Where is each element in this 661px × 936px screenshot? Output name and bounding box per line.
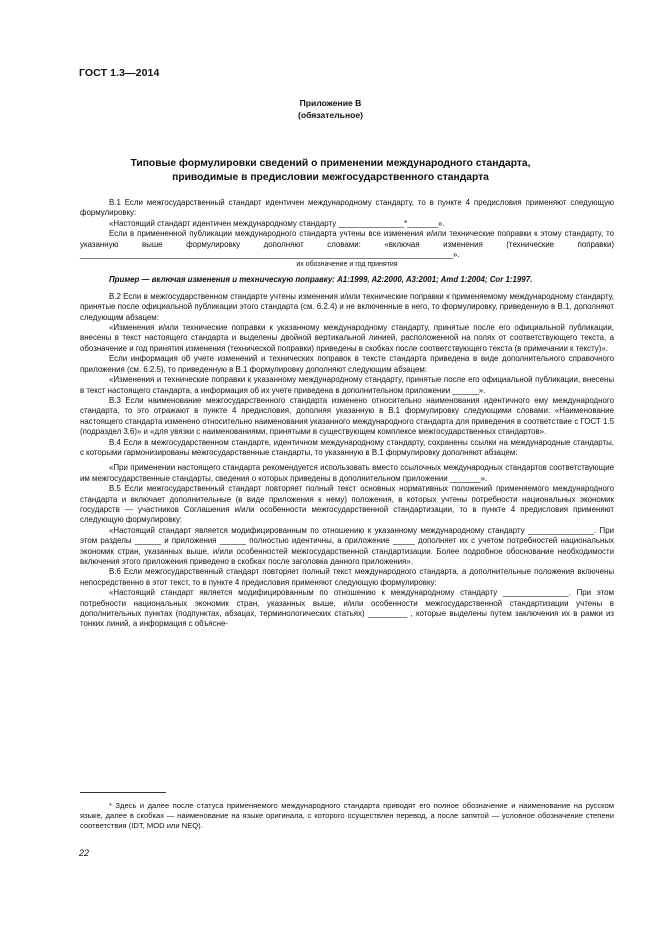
section-title-line1: Типовые формулировки сведений о применении международного стандарта,	[130, 158, 531, 169]
paragraph-b4: В.4 Если в межгосударственном стандарте, идентичном международному стандарту, сохранены ссылки на международные стандарты, с которыми гармонизированы межгосударственные стандарты, то указанную в В.1 формулировку дополняют абзацем:	[80, 437, 614, 457]
paragraph-b1-formula: «Настоящий стандарт идентичен международному стандарту _______________*_______».	[109, 218, 445, 228]
paragraph-b6-quote: «Настоящий стандарт является модифицированным по отношению к международному стандарту _______________. При этом потребности национальных экономик стран, указанных выше, и/или особенности межгосударственной стандартизации учтены в дополнительных пунктах (подпунктах, абзацах, терминологических статьях) _________ , которые выделены путем заключения их в рамки из тонких линий, а информация с объясне-	[80, 588, 614, 629]
paragraph-b5-quote: «Настоящий стандарт является модифицированным по отношению к указанному международному стандарту _______________. При этом разделы ______ и приложения ______ полностью идентичны, а приложение _____ дополняет их с учетом потребностей национальных экономик стран, указанных выше, и/или особенностей межгосударственной стандартизации. Более подробное обоснование необходимости включения этого приложения приведено в скобках после заголовка данного приложения».	[80, 525, 614, 566]
blank-caption: их обозначение и год принятия	[296, 261, 398, 269]
paragraph-b3: В.3 Если наименование межгосударственного стандарта изменено относительно наименования идентичного ему международного стандарта, то это отражают в пункте 4 предисловия, дополняя указанную в В.1 формулировку следующими словами: «Наименование настоящего стандарта изменено относительно наименования указанного международного стандарта для приведения в соответствие с ГОСТ 1.5 (подраздел 3.6)» и «для увязки с наименованиями, принятыми в существующем комплексе межгосударственных стандартов».	[80, 395, 614, 437]
footnote	[80, 801, 614, 832]
section-title-line2: приводимые в предисловии межгосударственного стандарта	[172, 172, 489, 183]
paragraph-b4-quote: «При применении настоящего стандарта рекомендуется использовать вместо ссылочных международных стандартов соответствующие им межгосударственные стандарты, сведения о которых приведены в дополнительном приложении _______».	[80, 463, 614, 483]
page-number: 22	[79, 848, 90, 858]
paragraph-b5: В.5 Если межгосударственный стандарт повторяет полный текст основных нормативных положений применяемого международного стандарта и включает дополнительные (в виде приложения к нему) положения, в которых учтены потребности национальных экономик государств — участников Соглашения и/или особенности межгосударственной стандартизации, то в пункте 4 предисловия применяют следующую формулировку:	[80, 484, 614, 525]
paragraph-b1: В.1 Если межгосударственный стандарт идентичен международному стандарту, то в пункте 4 предисловия применяют следующую формулировку:	[80, 198, 614, 218]
paragraph-b2-quote: «Изменения и/или технические поправки к указанному международному стандарту, принятые после его официальной публикации, внесены в текст настоящего стандарта и выделены двойной вертикальной линией, расположенной на полях от соответствующего текста, а обозначение и год принятия изменения (технической поправки) приведены в скобках после соответствующего текста (в примечании к тексту)».	[80, 323, 614, 353]
appendix-status: (обязательное)	[297, 110, 364, 120]
appendix-label: Приложение В	[299, 98, 362, 108]
paragraph-b1-amendments: Если в примененной публикации международного стандарта учтены все изменения и/или технические поправки к этому стандарту, то указанную выше формулировку дополняют словами: «включая изменения (технические поправки) _____________________________________________________________________________________».	[80, 229, 614, 260]
document-header: ГОСТ 1.3—2014	[79, 67, 160, 79]
example-text: Пример — включая изменения и техническую поправку: A1:1999, A2:2000, A3:2001; Amd 1:2004; Cor 1:1997.	[109, 275, 533, 285]
paragraph-b2-quote2: «Изменения и технические поправки к указанному международному стандарту, принятые после его официальной публикации, внесены в текст настоящего стандарта, а информация об их учете приведена в дополнительном приложении ______».	[80, 375, 614, 395]
paragraph-b2: В.2 Если в межгосударственном стандарте учтены изменения и/или технические поправки к применяемому международному стандарту, принятые после официальной публикации этого стандарта (см. 6.2.4) и не включенные в него, то формулировку, приведенную в В.1, дополняют следующим абзацем:	[80, 291, 614, 322]
paragraph-b2-info: Если информация об учете изменений и технических поправок в тексте стандарта приведена в виде дополнительного справочного приложения (см. 6.2.5), то приведенную в В.1 формулировку дополняют следующим абзацем:	[80, 354, 614, 374]
footnote-divider	[80, 792, 166, 793]
paragraph-b6: В.6 Если межгосударственный стандарт повторяет полный текст международного стандарта, а дополнительные положения включены непосредственно в этот текст, то в пункте 4 предисловия применяют следующую формулировку:	[80, 567, 614, 587]
footnote-text: * Здесь и далее после статуса применяемого международного стандарта приводят его полное обозначение и наименование на русском языке, далее в скобках — наименование на языке оригинала, с которого осуществлен перевод, а после запятой — условное обозначение степени соответствия (IDT, MOD или NEQ).	[80, 801, 614, 831]
body-text	[80, 198, 614, 630]
